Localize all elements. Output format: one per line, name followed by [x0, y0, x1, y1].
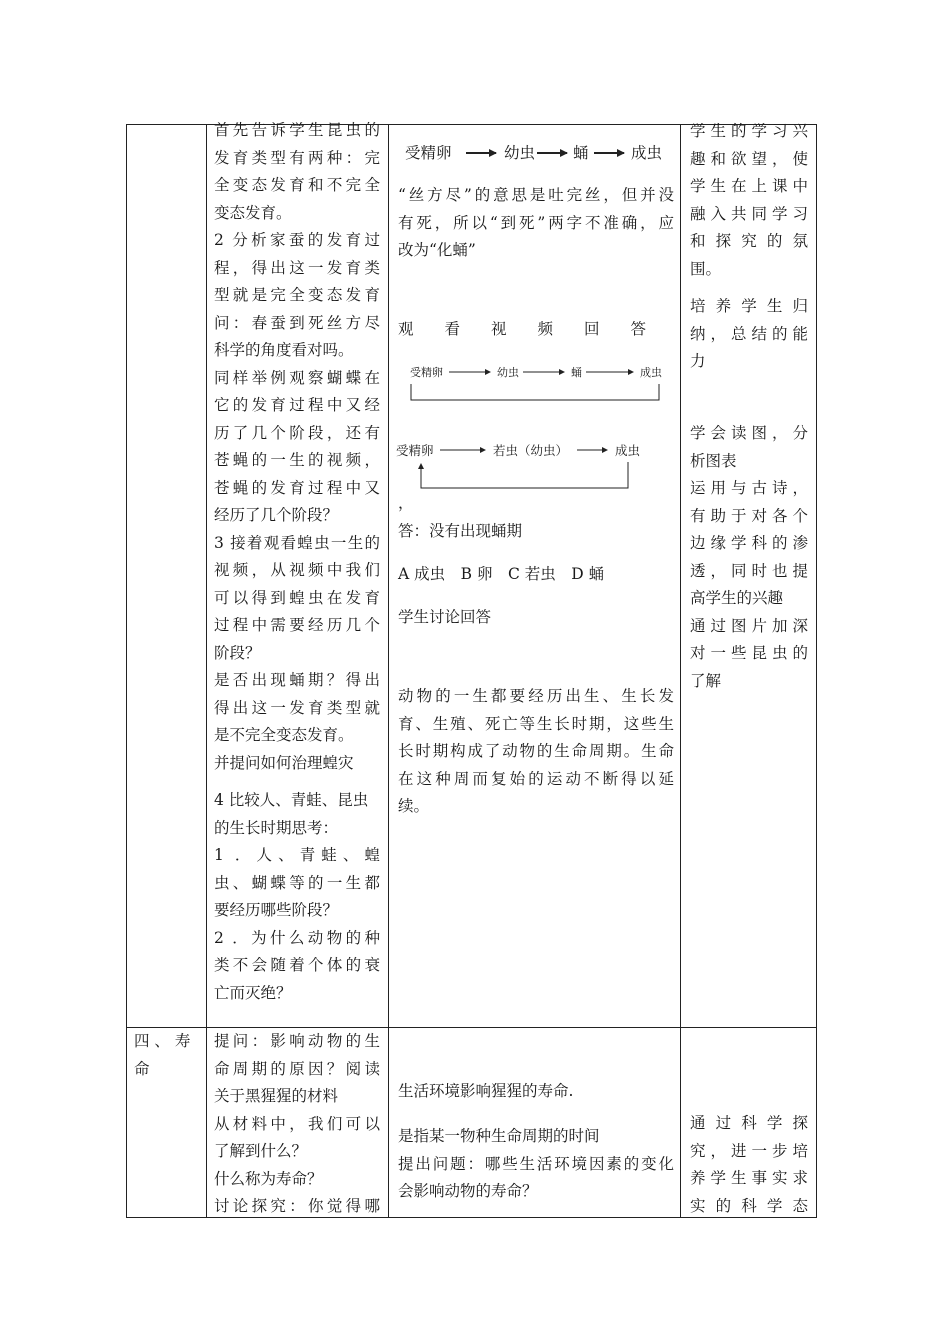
flow2-adult: 成虫 — [640, 366, 662, 379]
flow3-egg: 受精卵 — [396, 443, 434, 458]
text-line: 发育类型有两种：完 — [214, 148, 380, 167]
text-line: 围。 — [690, 259, 722, 278]
text-line: 命周期的原因？阅读 — [214, 1059, 380, 1078]
text-line: 是指某一物种生命周期的时间 — [398, 1127, 600, 1145]
text-line: 透，同时也提 — [690, 561, 808, 580]
cycle-return-line — [421, 462, 628, 488]
text-line: 科学的角度看对吗。 — [214, 341, 354, 359]
text-line: 2 ．为什么动物的种 — [214, 928, 380, 947]
life-cycle-paragraph — [398, 683, 674, 821]
text-line: 究，进一步培 — [690, 1141, 808, 1160]
text-line: 观 看 视 频 回 答 — [398, 320, 647, 338]
text-line: 程，得出这一发育类 — [214, 258, 380, 277]
text-line: 全变态发育和不完全 — [214, 176, 380, 194]
text-line: 析图表 — [690, 451, 737, 470]
text-line: “丝方尽”的意思是吐完丝，但并没 — [398, 186, 674, 204]
text-line: 过程中需要经历几个 — [214, 616, 380, 634]
text-line: 四 、 寿命 — [134, 1032, 191, 1078]
text-line: 首先告诉学生昆虫的 — [214, 121, 380, 139]
text-line: 有助于对各个 — [690, 506, 808, 525]
text-line: 和 探 究 的 氛 — [690, 232, 808, 250]
text-line: 得出这一发育类型就 — [214, 698, 380, 717]
text-line: 长时期构成了动物的生命周期。生命 — [398, 742, 674, 760]
text-line: 高学生的兴趣 — [690, 589, 784, 607]
text-line: 通过图片加深 — [690, 616, 808, 635]
text-line: 提出问题：哪些生活环境因素的变化 — [398, 1154, 674, 1173]
student-activity-cell-2 — [398, 1078, 674, 1106]
text-line: 关于黑猩猩的材料 — [214, 1087, 339, 1105]
design-intent-cell — [690, 118, 808, 376]
text-line: 要经历哪些阶段？ — [214, 901, 339, 919]
text-line: A 成虫 B 卵 C 若虫 D 蛹 — [398, 565, 605, 583]
text-line: 学会读图，分 — [690, 424, 808, 442]
design-intent-cell-3 — [690, 1110, 808, 1220]
text-line: 改为“化蛹” — [398, 241, 476, 259]
flow1-pupa: 蛹 — [573, 144, 589, 162]
text-line: 纳，总结的能 — [690, 324, 808, 343]
text-line: 苍蝇的一生的视频， — [214, 451, 380, 469]
text-line: 什么称为寿命？ — [214, 1169, 323, 1188]
options-line — [398, 561, 674, 589]
text-line: 亡而灭绝？ — [214, 983, 292, 1002]
text-line: 了解到什么？ — [214, 1142, 308, 1160]
text-line: 运用与古诗， — [690, 479, 808, 497]
text-line: 融入共同学习 — [690, 204, 808, 223]
teacher-activity-cell-2 — [214, 1028, 380, 1221]
cycle-return-line — [411, 384, 659, 400]
text-line: 学生讨论回答 — [398, 608, 492, 626]
text-line: 苍蝇的发育过程中又 — [214, 478, 380, 497]
text-line: 对一些昆虫的 — [690, 644, 808, 662]
text-line: 是否出现蛹期？得出 — [214, 671, 380, 689]
text-line: 了解 — [690, 671, 722, 690]
text-line: 从材料中，我们可以 — [214, 1114, 380, 1133]
text-line: 养学生事实求 — [690, 1169, 808, 1187]
text-line: 生活环境影响猩猩的寿命. — [398, 1082, 574, 1100]
text-line: 1 ．人、青蛙、蝗 — [214, 846, 380, 864]
text-line: 的生长时期思考： — [214, 818, 339, 837]
text-line: 会影响动物的寿命？ — [398, 1182, 538, 1200]
text-line: 视频，从视频中我们 — [214, 561, 380, 579]
text-line: 变态发育。 — [214, 203, 292, 222]
text-line: 答：没有出现蛹期 — [398, 521, 523, 540]
section-label — [134, 1028, 200, 1083]
discuss-line — [398, 604, 674, 632]
student-activity-cell-2b — [398, 1123, 674, 1206]
text-line: 类不会随着个体的衰 — [214, 956, 380, 974]
text-line: 力 — [690, 352, 706, 370]
text-line: 它的发育过程中又经 — [214, 396, 380, 414]
text-line: 是不完全变态发育。 — [214, 726, 354, 744]
text-line: 可以得到蝗虫在发育 — [214, 588, 380, 607]
text-line: 虫、蝴蝶等的一生都 — [214, 873, 380, 892]
text-line: 续。 — [398, 797, 430, 815]
text-line: 通 过 科 学 探 — [690, 1114, 808, 1132]
text-line: 阶段？ — [214, 643, 261, 662]
text-line: 提问：影响动物的生 — [214, 1032, 380, 1050]
flow2-larva: 幼虫 — [497, 366, 519, 379]
flow1-larva: 幼虫 — [504, 144, 536, 162]
text-line: 培 养 学 生 归 — [690, 297, 808, 315]
text-line: 学生在上课中 — [690, 177, 808, 195]
text-line: 2 分析家蚕的发育过 — [214, 231, 380, 249]
flow3-adult: 成虫 — [615, 443, 641, 458]
flow1-adult: 成虫 — [631, 144, 663, 162]
text-line: 边缘学科的渗 — [690, 534, 808, 552]
text-line: 经历了几个阶段？ — [214, 506, 339, 524]
text-line: 3 接着观看蝗虫一生的 — [214, 533, 380, 552]
text-line: 历了几个阶段，还有 — [214, 423, 380, 442]
flow2-pupa: 蛹 — [571, 366, 582, 379]
answer-block — [398, 490, 674, 545]
text-line: 有死，所以“到死”两字不准确，应 — [398, 213, 674, 232]
design-intent-cell-2 — [690, 420, 808, 695]
text-line: 实 的 科 学 态 — [690, 1196, 808, 1215]
text-line: 4 比较人、青蛙、昆虫 — [214, 791, 369, 809]
text-line: 并提问如何治理蝗灾 — [214, 753, 354, 772]
text-line: 动物的一生都要经历出生、生长发 — [398, 687, 674, 705]
flow1-egg: 受精卵 — [405, 144, 452, 162]
text-line: 问：春蚕到死丝方尽 — [214, 313, 380, 332]
text-line: 型就是完全变态发育 — [214, 286, 380, 304]
text-line: 学生的学习兴 — [690, 122, 808, 140]
text-line: 育、生殖、死亡等生长时期，这些生 — [398, 714, 674, 733]
text-line: 趣和欲望，使 — [690, 149, 808, 168]
text-line: 在这种周而复始的运动不断得以延 — [398, 769, 674, 788]
text-line: 同样举例观察蝴蝶在 — [214, 368, 380, 387]
text-line: ， — [398, 494, 414, 512]
flow3-nymph: 若虫（幼虫） — [493, 443, 569, 458]
text-line: 讨论探究：你觉得哪 — [214, 1197, 380, 1215]
flow2-egg: 受精卵 — [410, 366, 443, 379]
